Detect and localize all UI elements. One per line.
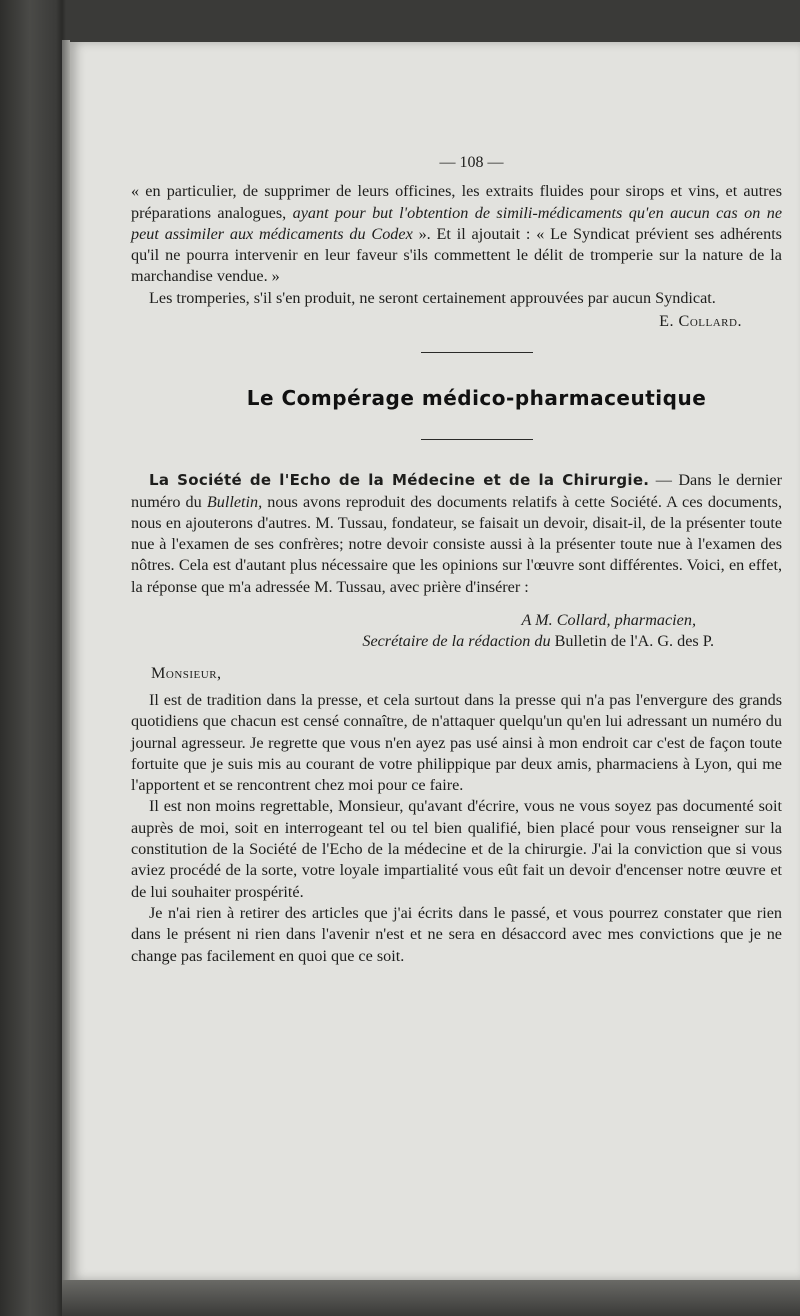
address-line-1: A M. Collard, pharmacien, bbox=[521, 611, 696, 630]
letter-paragraph-3: Je n'ai rien à retirer des articles que j'ai écrits dans le passé, et vous pourrez constater que rien dans le présent ni rien dans l'avenir n'est et ne sera en désaccord avec mes convictions que je ne change pas facilement en quoi que ce soit. bbox=[131, 903, 782, 965]
letter-paragraph-1: Il est de tradition dans la presse, et cela surtout dans la presse qui n'a pas l'envergure des grands quotidiens que chacun est censé connaître, de n'attaquer quelqu'un qu'en lui adressant un numéro du journal agresseur. Je regrette que vous n'en ayez pas usé ainsi à mon endroit car c'est de façon toute fortuite que je suis mis au courant de votre philippique par deux amis, pharmaciens à Lyon, qui me l'apportent et se rencontrent chez moi pour ce faire. bbox=[131, 690, 782, 795]
address-line-2 bbox=[131, 631, 782, 652]
salutation: Monsieur, bbox=[151, 663, 222, 682]
rule-line bbox=[421, 439, 533, 440]
bulletin-word: Bulletin, bbox=[206, 492, 263, 511]
page-text bbox=[131, 152, 800, 967]
page-number: — 108 — bbox=[439, 154, 504, 171]
letter-paragraph-2: Il est non moins regrettable, Monsieur, qu'avant d'écrire, vous ne vous soyez pas documenté soit auprès de moi, soit en interrogeant tel ou tel bien qualifié, bien placé pour vous renseigner sur la constitution de la Société de l'Echo de la médecine et de la chirurgie. J'ai la conviction que si vous aviez procédé de la sorte, votre loyale impartialité vous eût fait un devoir d'encenser notre œuvre et de lui souhaiter prospérité. bbox=[131, 797, 782, 901]
quote-italic: ayant pour but l'obtention de simili-médicaments qu'en aucun cas on ne peut assimiler aux médicaments du Codex bbox=[131, 203, 783, 243]
tromperies-paragraph: Les tromperies, s'il s'en produit, ne seront certainement approuvées par aucun Syndicat. bbox=[149, 288, 716, 307]
separator-top bbox=[131, 338, 782, 359]
rule-line bbox=[421, 352, 533, 353]
quote-paragraph bbox=[131, 181, 782, 287]
address-line-2-italic: Secrétaire de la rédaction du bbox=[362, 632, 551, 651]
book-gutter bbox=[62, 40, 70, 1280]
page-bottom-shadow bbox=[62, 1280, 800, 1316]
article-heading: Le Compérage médico-pharmaceutique bbox=[246, 385, 707, 410]
society-paragraph bbox=[131, 470, 782, 598]
quote-end: ». Et il ajoutait : « Le Syndicat prévient ses adhérents qu'il ne pourra intervenir en leur faveur s'ils commettent le délit de tromperie sur la nature de la marchandise vendue. » bbox=[131, 224, 782, 286]
address-line-2-rest: Bulletin de l'A. G. des P. bbox=[550, 632, 714, 651]
separator-heading bbox=[131, 425, 782, 446]
society-title: La Société de l'Echo de la Médecine et de la Chirurgie. bbox=[149, 471, 650, 490]
spacer bbox=[131, 598, 782, 610]
society-text: — Dans le dernier numéro du bbox=[131, 471, 782, 511]
signature: E. Collard. bbox=[659, 312, 742, 331]
society-text-2: nous avons reproduit des documents relatifs à cette Société. A ces documents, nous en ajouterons d'autres. M. Tussau, fondateur, se faisait un devoir, disait-il, de la présenter toute nue à l'examen de ses confrères; notre devoir consiste aussi à la présenter toute nue à l'examen des nôtres. Cela est d'autant plus nécessaire que les opinions sur l'œuvre sont différentes. Voici, en effet, la réponse que m'a adressée M. Tussau, avec prière d'insérer : bbox=[131, 492, 782, 596]
quote-start: « en particulier, de supprimer de leurs officines, les extraits fluides pour sirops et vins, et autres préparations analogues, bbox=[131, 182, 782, 222]
